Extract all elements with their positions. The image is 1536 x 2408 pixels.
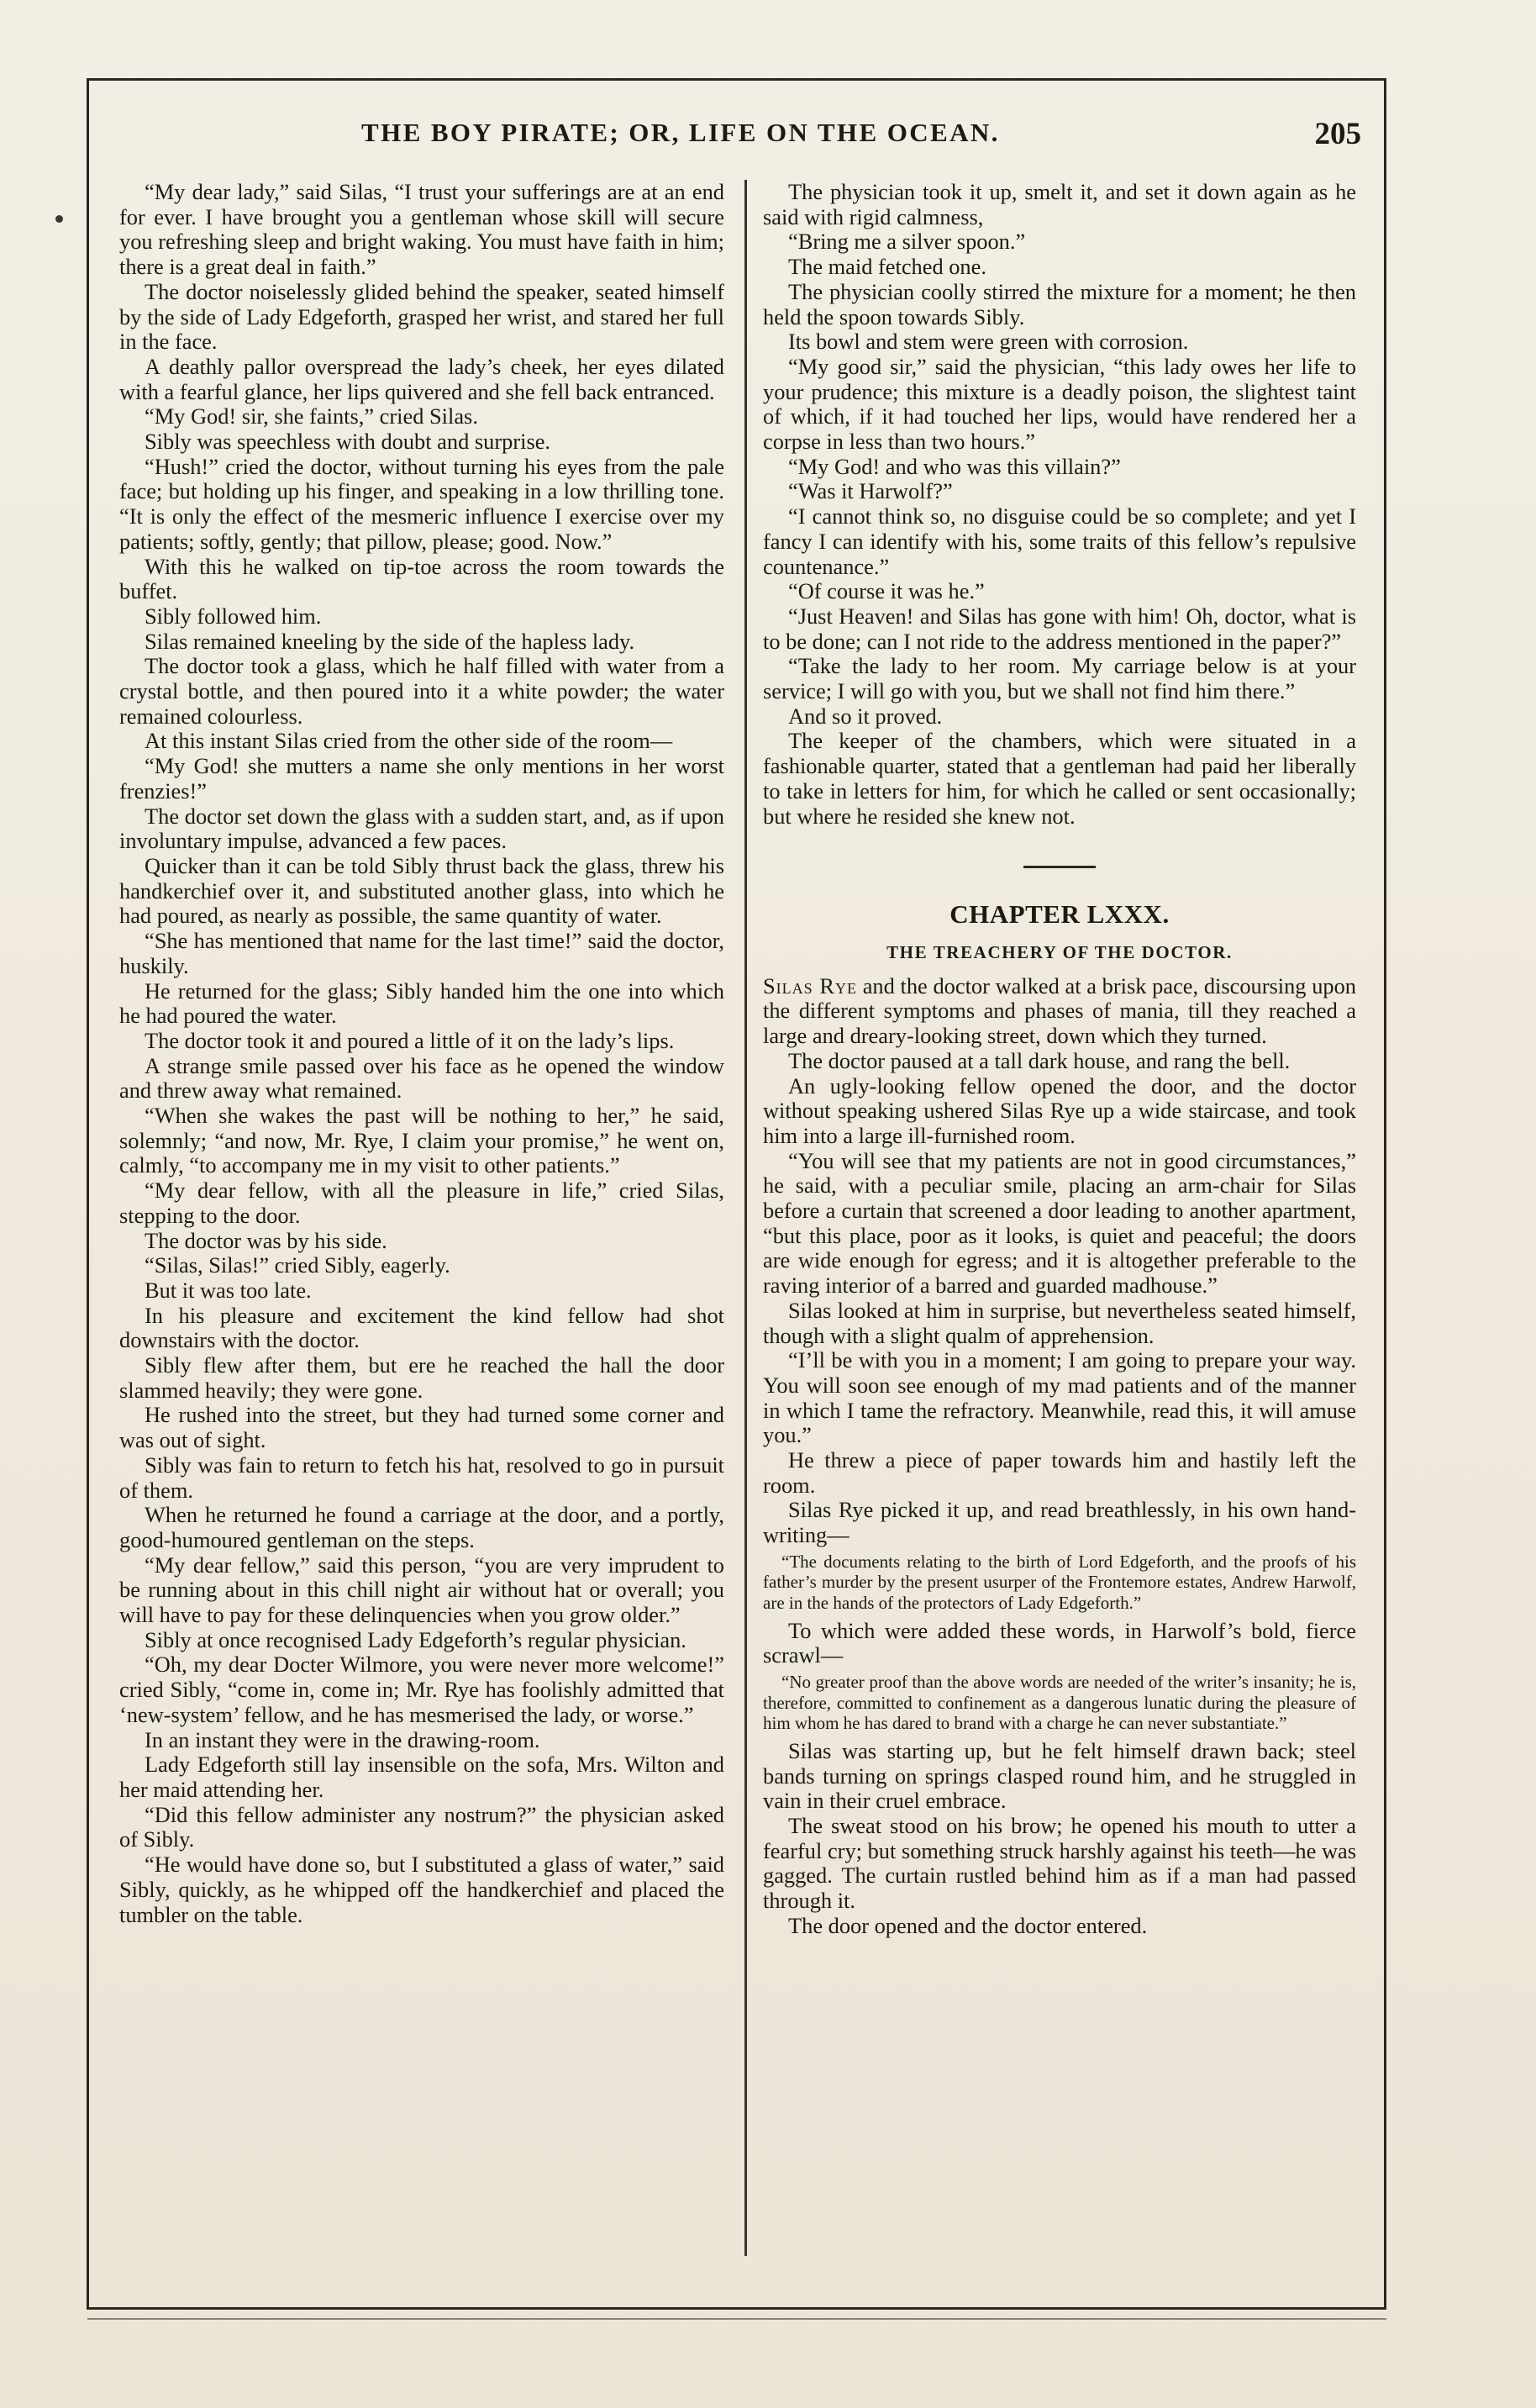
paragraph: “He would have done so, but I substituted a glass of water,” said Sibly, quickly, as he whipped off the handkerchief and placed the tumbler on the table.: [119, 1852, 724, 1927]
paragraph: Silas Rye picked it up, and read breathlessly, in his own hand-writing—: [763, 1497, 1356, 1548]
paragraph: A strange smile passed over his face as he opened the window and threw away what remained.: [119, 1052, 724, 1104]
paragraph: Sibly was fain to return to fetch his hat, resolved to go in pursuit of them.: [119, 1452, 724, 1503]
paragraph: The doctor noiselessly glided behind the speaker, seated himself by the side of Lady Edgeforth, grasped her wrist, and stared her full in the face.: [119, 278, 724, 355]
paragraph: “Hush!” cried the doctor, without turning his eyes from the pale face; but holding up his finger, and speaking in a low thrilling tone. “It is only the effect of the mesmeric influence I exercise over my patients; softly, gently; that pillow, please; good. Now.”: [119, 453, 724, 554]
paragraph: “My God! she mutters a name she only mentions in her worst frenzies!”: [119, 753, 724, 804]
paragraph: Silas was starting up, but he felt himself drawn back; steel bands turning on springs clasped round him, and he struggled in vain in their cruel embrace.: [763, 1737, 1356, 1814]
paragraph: A deathly pallor overspread the lady’s cheek, her eyes dilated with a fearful glance, her lips quivered and she fell back entranced.: [119, 353, 724, 404]
paragraph: Silas remained kneeling by the side of the hapless lady.: [145, 628, 635, 654]
paragraph: “Bring me a silver spoon.”: [788, 229, 1026, 255]
paragraph: “My good sir,” said the physician, “this lady owes her life to your prudence; this mixture is a deadly poison, the slightest taint of which, if it had touched her lips, would have rendered her a corpse in less than two hours.”: [763, 353, 1356, 455]
paragraph: Quicker than it can be told Sibly thrust back the glass, threw his handkerchief over it, and substituted another glass, into which he had poured, as nearly as possible, the same quantity of water.: [119, 852, 724, 929]
paragraph: The doctor took a glass, which he half filled with water from a crystal bottle, and then poured into it a white powder; the water remained colourless.: [119, 653, 724, 729]
paragraph: “You will see that my patients are not in good circumstances,” he said, with a peculiar smile, placing an arm-chair for Silas before a curtain that screened a door leading to another apartment, “but this place, poor as it looks, is quiet and peaceful; the doors are wide enough for egress; and it is altogether preferable to the raving interior of a barred and guarded madhouse.”: [763, 1147, 1356, 1299]
paragraph: “Oh, my dear Docter Wilmore, you were never more welcome!” cried Sibly, “come in, come in; Mr. Rye has foolishly admitted that ‘new-system’ fellow, and he has mesmerised the lady, or worse.”: [119, 1652, 724, 1727]
paragraph: Silas looked at him in surprise, but nevertheless seated himself, though with a slight qualm of apprehension.: [763, 1297, 1356, 1348]
paragraph: An ugly-looking fellow opened the door, and the doctor without speaking ushered Silas Rye up a wide staircase, and took him into a large ill-furnished room.: [763, 1072, 1356, 1148]
paragraph: “Just Heaven! and Silas has gone with him! Oh, doctor, what is to be done; can I not ride to the address mentioned in the paper?”: [763, 603, 1356, 654]
lead-smallcaps: Silas Rye: [763, 972, 857, 999]
page-header: [118, 114, 1361, 161]
running-title: THE BOY PIRATE; OR, LIFE ON THE OCEAN.: [361, 118, 1000, 147]
paragraph: The doctor took it and poured a little of it on the lady’s lips.: [145, 1027, 675, 1053]
paragraph: The keeper of the chambers, which were situated in a fashionable quarter, stated that a gentleman had paid her liberally to take in letters for him, for which he called or sent occasionally; but where he resided she knew not.: [763, 728, 1356, 829]
column-divider: [744, 180, 747, 2256]
paragraph: Sibly was speechless with doubt and surprise.: [145, 429, 551, 455]
paragraph: “My dear lady,” said Silas, “I trust your sufferings are at an end for ever. I have brought you a gentleman whose skill will secure you refreshing sleep and bright waking. You must have faith in him; there is a great deal in faith.”: [119, 179, 724, 280]
paragraph: “I cannot think so, no disguise could be so complete; and yet I fancy I can identify with his, some traits of this fellow’s repulsive countenance.”: [763, 503, 1356, 579]
left-column: [119, 180, 724, 1927]
lead-text: and the doctor walked at a brisk pace, discoursing upon the different symptoms and phases of mania, till they reached a large and dreary-looking street, down which they turned.: [763, 972, 1356, 1049]
paragraph: “My dear fellow, with all the pleasure in life,” cried Silas, stepping to the door.: [119, 1178, 724, 1228]
paragraph: Its bowl and stem were green with corrosion.: [788, 329, 1189, 355]
section-rule: [1023, 866, 1096, 868]
paragraph: But it was too late.: [145, 1277, 312, 1303]
paragraph: The sweat stood on his brow; he opened his mouth to utter a fearful cry; but something struck harshly against his teeth—he was gagged. The curtain rustled behind him as if a man had passed through it.: [763, 1812, 1356, 1914]
paragraph: Sibly flew after them, but ere he reached the hall the door slammed heavily; they were gone.: [119, 1352, 724, 1403]
chapter-title: CHAPTER LXXX.: [949, 899, 1170, 930]
paragraph: In his pleasure and excitement the kind fellow had shot downstairs with the doctor.: [119, 1302, 724, 1353]
paragraph: “Of course it was he.”: [788, 578, 985, 604]
paragraph: The physician took it up, smelt it, and set it down again as he said with rigid calmness,: [763, 179, 1356, 229]
paragraph: The doctor set down the glass with a sudden start, and, as if upon involuntary impulse, advanced a few paces.: [119, 803, 724, 854]
paragraph: The door opened and the doctor entered.: [788, 1912, 1148, 1938]
paragraph: “Take the lady to her room. My carriage below is at your service; I will go with you, but we shall not find him there.”: [763, 653, 1356, 704]
paragraph: “My God! sir, she faints,” cried Silas.: [145, 403, 478, 429]
chapter-lead-paragraph: [763, 974, 1356, 1049]
quoted-document: “The documents relating to the birth of Lord Edgeforth, and the proofs of his father’s murder by the present usurper of the Frontemore estates, Andrew Harwolf, are in the hands of the protectors of Lady Edgeforth.”: [763, 1551, 1356, 1614]
paragraph: He threw a piece of paper towards him and hastily left the room.: [763, 1447, 1356, 1498]
paragraph: “When she wakes the past will be nothing to her,” he said, solemnly; “and now, Mr. Rye, I claim your promise,” he went on, calmly, “to accompany me in my visit to other patients.”: [119, 1103, 724, 1178]
paragraph: When he returned he found a carriage at the door, and a portly, good-humoured gentleman on the steps.: [119, 1502, 724, 1552]
paragraph: The doctor was by his side.: [145, 1227, 387, 1253]
paragraph: Lady Edgeforth still lay insensible on the sofa, Mrs. Wilton and her maid attending her.: [119, 1752, 724, 1802]
paragraph: In an instant they were in the drawing-room.: [145, 1726, 540, 1752]
paragraph: He rushed into the street, but they had turned some corner and was out of sight.: [119, 1402, 724, 1453]
paragraph: At this instant Silas cried from the other side of the room—: [145, 728, 673, 754]
paragraph: The doctor paused at a tall dark house, and rang the bell.: [788, 1047, 1291, 1073]
quoted-document: “No greater proof than the above words are needed of the writer’s insanity; he is, therefore, committed to confinement as a dangerous lunatic during the pleasure of him whom he has dared to brand with a charge he can never substantiate.”: [763, 1672, 1356, 1734]
paragraph: “Was it Harwolf?”: [788, 478, 953, 504]
paragraph: “Did this fellow administer any nostrum?” the physician asked of Sibly.: [119, 1801, 724, 1852]
paragraph: The physician coolly stirred the mixture for a moment; he then held the spoon towards Sibly.: [763, 278, 1356, 329]
paragraph: “Silas, Silas!” cried Sibly, eagerly.: [145, 1252, 450, 1278]
paragraph: “My God! and who was this villain?”: [788, 453, 1121, 479]
margin-mark: [55, 215, 63, 223]
paragraph: To which were added these words, in Harwolf’s bold, fierce scrawl—: [763, 1617, 1356, 1668]
chapter-subtitle: THE TREACHERY OF THE DOCTOR.: [886, 941, 1233, 962]
paragraph: The maid fetched one.: [788, 254, 986, 280]
paragraph: He returned for the glass; Sibly handed him the one into which he had poured the water.: [119, 977, 724, 1029]
footer-rule: [87, 2318, 1386, 2320]
paragraph: “My dear fellow,” said this person, “you are very imprudent to be running about in this chill night air without hat or overall; you will have to pay for these delinquencies when you grow older.”: [119, 1552, 724, 1628]
page-number: 205: [1314, 117, 1361, 151]
paragraph: Sibly followed him.: [145, 603, 322, 629]
paragraph: And so it proved.: [788, 703, 943, 729]
paragraph: Sibly at once recognised Lady Edgeforth’s regular physician.: [145, 1626, 686, 1652]
paragraph: With this he walked on tip-toe across the room towards the buffet.: [119, 553, 724, 604]
paragraph: “She has mentioned that name for the last time!” said the doctor, huskily.: [119, 928, 724, 978]
paragraph: “I’ll be with you in a moment; I am going to prepare your way. You will soon see enough of my mad patients and of the manner in which I tame the refractory. Meanwhile, read this, it will amuse you.”: [763, 1347, 1356, 1448]
right-column: [763, 180, 1356, 1938]
